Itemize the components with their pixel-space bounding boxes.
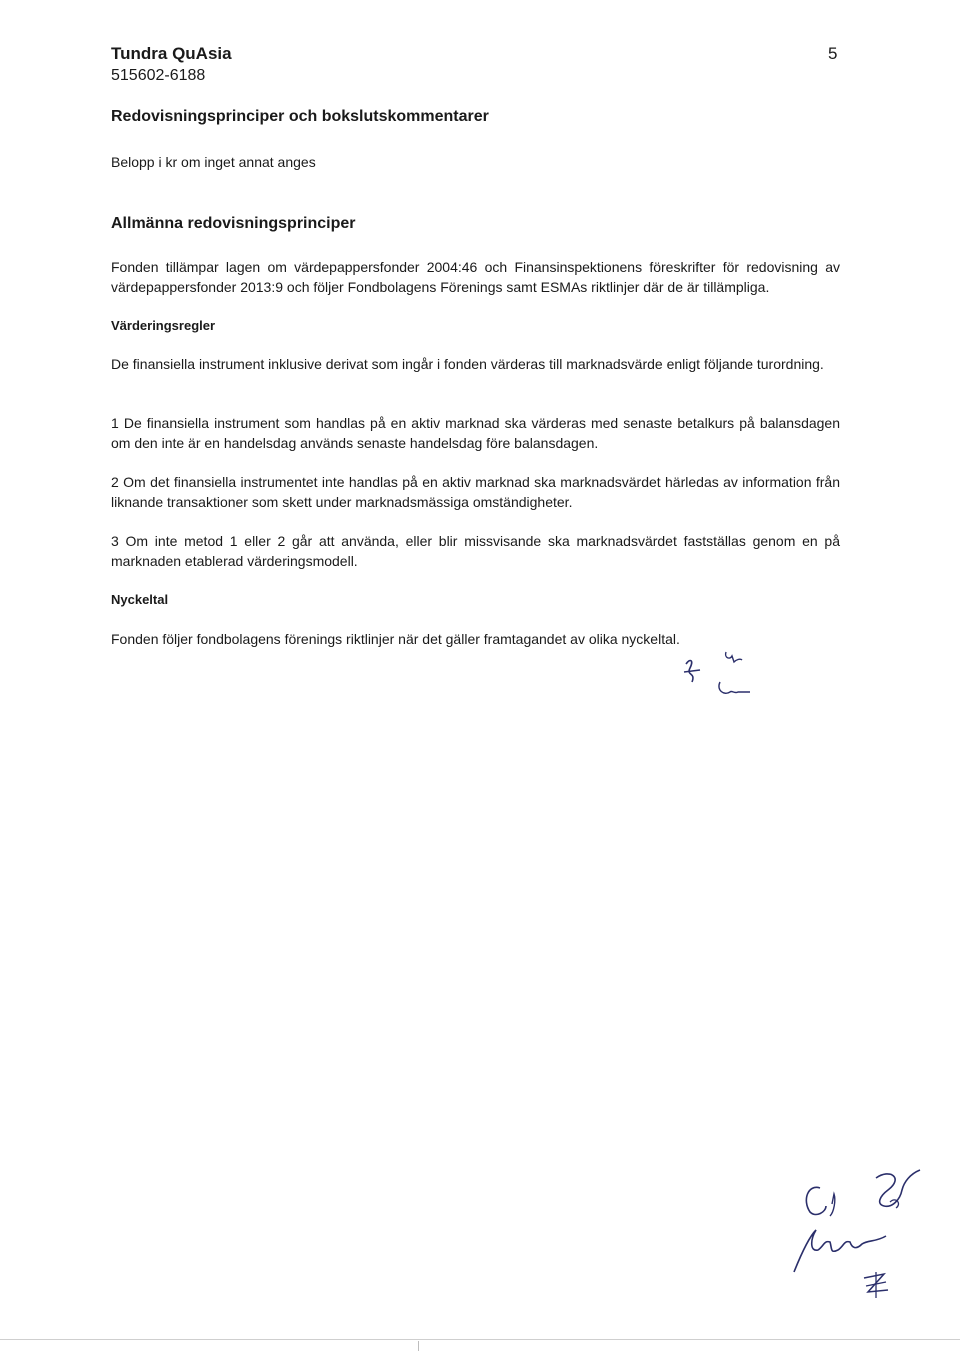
general-principles-text: Fonden tillämpar lagen om värdepappersfonder 2004:46 och Finansinspektionens föreskrifter för redovisning av värdepappersfonder 2013:9 och följer Fondbolagens Förenings samt ESMAs riktlinjer där de är tillämpliga.	[111, 259, 840, 295]
org-number: 515602-6188	[111, 67, 206, 84]
handwritten-signature-block	[780, 1160, 930, 1310]
company-name: Tundra QuAsia	[111, 44, 232, 63]
key-figures-heading: Nyckeltal	[111, 592, 169, 607]
bottom-divider	[0, 1339, 960, 1340]
key-figures-text: Fonden följer fondbolagens förenings riktlinjer när det gäller framtagandet av olika nyckeltal.	[111, 631, 680, 647]
valuation-rules-heading: Värderingsregler	[111, 318, 216, 333]
page-number: 5	[828, 44, 838, 63]
valuation-rule-3: 3 Om inte metod 1 eller 2 går att använda, eller blir missvisande ska marknadsvärdet fastställas genom en på marknaden etablerad värderingsmodell.	[111, 533, 840, 569]
amounts-note: Belopp i kr om inget annat anges	[111, 154, 316, 170]
page-title: Redovisningsprinciper och bokslutskommentarer	[111, 108, 489, 125]
valuation-rule-1: 1 De finansiella instrument som handlas på en aktiv marknad ska värderas med senaste betalkurs på balansdagen om den inte är en handelsdag används senaste handelsdag före balansdagen.	[111, 415, 840, 451]
valuation-intro-text: De finansiella instrument inklusive derivat som ingår i fonden värderas till marknadsvärde enligt följande turordning.	[111, 356, 824, 372]
bottom-tick-mark	[418, 1341, 419, 1351]
handwritten-initials-top	[676, 646, 766, 706]
general-principles-heading: Allmänna redovisningsprinciper	[111, 215, 356, 232]
valuation-rule-2: 2 Om det finansiella instrumentet inte handlas på en aktiv marknad ska marknadsvärdet härledas av information från liknande transaktioner som skett under marknadsmässiga omständigheter.	[111, 474, 840, 510]
